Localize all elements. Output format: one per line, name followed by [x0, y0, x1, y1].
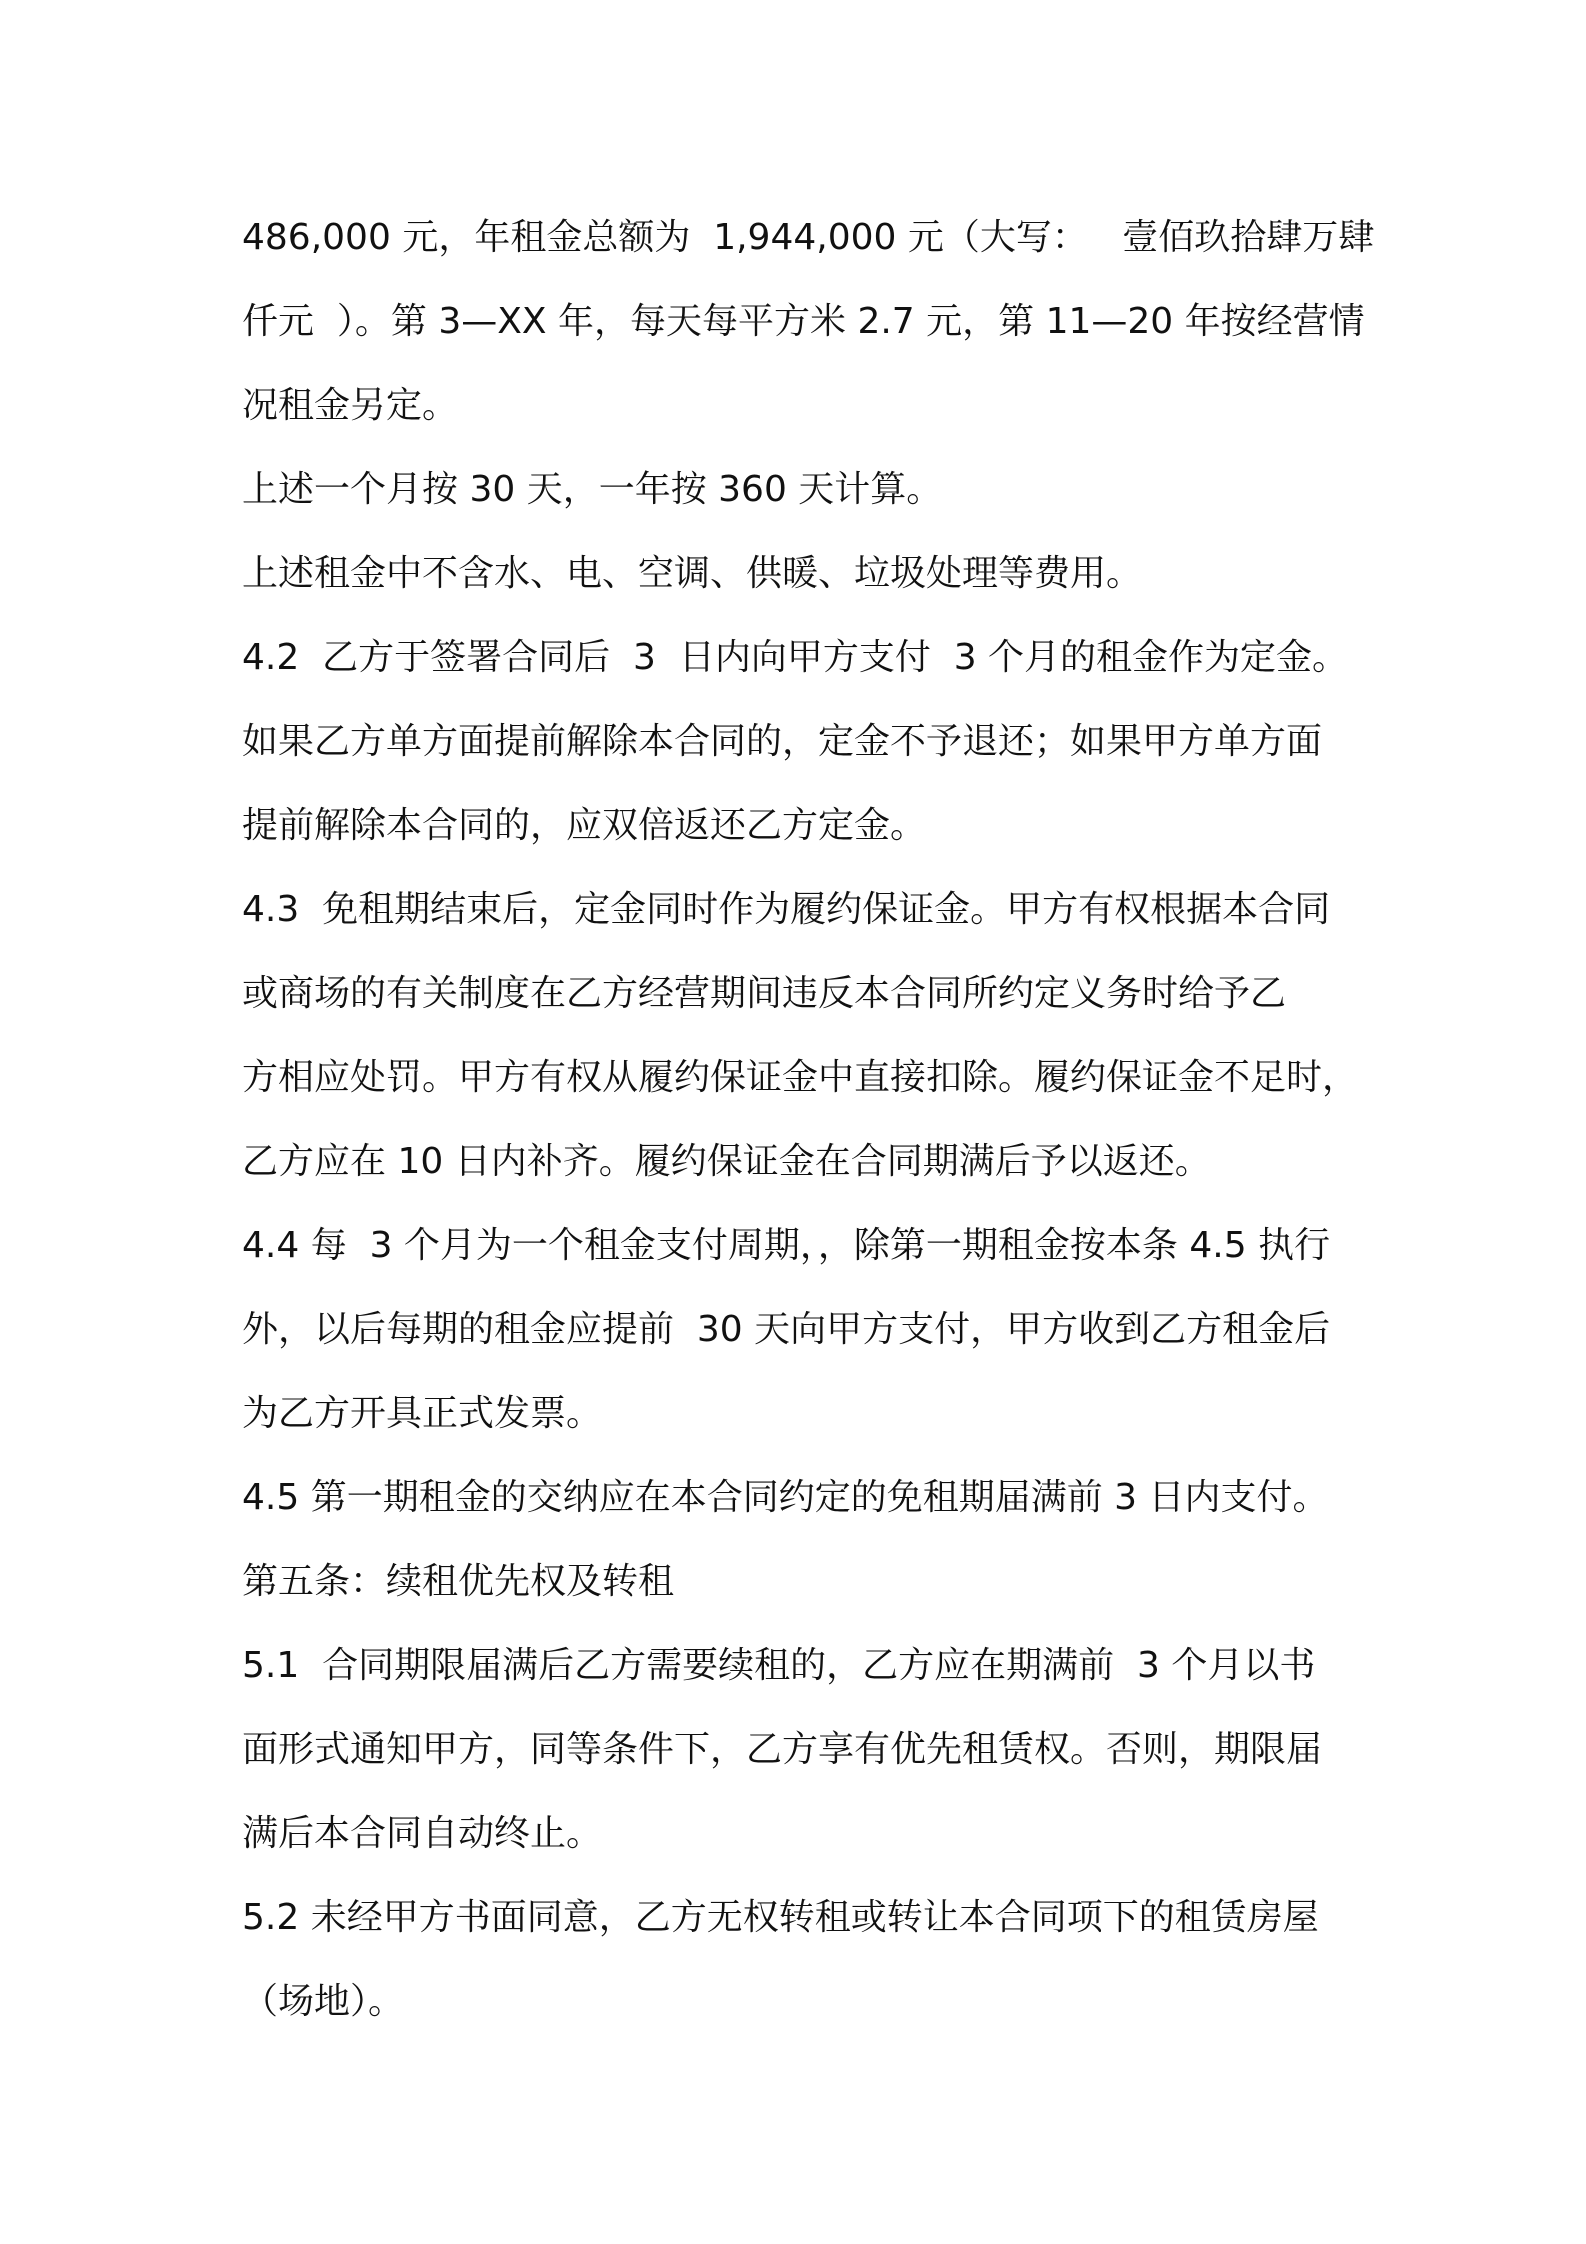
- text-line: 为乙方开具正式发票。: [242, 1393, 603, 1434]
- clause-4-3: 4.3 免租期结束后，定金同时作为履约保证金。甲方有权根据本合同: [242, 889, 1331, 930]
- text-line: 乙方应在 10 日内补齐。履约保证金在合同期满后予以返还。: [242, 1141, 1211, 1182]
- text-line: 上述租金中不含水、电、空调、供暖、垃圾处理等费用。: [242, 553, 1143, 594]
- clause-5-2: 5.2 未经甲方书面同意，乙方无权转租或转让本合同项下的租赁房屋: [242, 1897, 1319, 1938]
- text-line: 外，以后每期的租金应提前 30 天向甲方支付，甲方收到乙方租金后: [242, 1309, 1331, 1350]
- text-line: 方相应处罚。甲方有权从履约保证金中直接扣除。履约保证金不足时，: [242, 1057, 1359, 1098]
- text-line: （场地）。: [242, 1981, 405, 2022]
- text-line: 仟元 ）。第 3—XX 年，每天每平方米 2.7 元，第 11—20 年按经营情: [242, 301, 1365, 342]
- clause-5-1: 5.1 合同期限届满后乙方需要续租的，乙方应在期满前 3 个月以书: [242, 1645, 1316, 1686]
- article-5-heading: 第五条：续租优先权及转租: [242, 1561, 675, 1602]
- clause-4-5: 4.5 第一期租金的交纳应在本合同约定的免租期届满前 3 日内支付。: [242, 1477, 1329, 1518]
- text-line: 面形式通知甲方，同等条件下，乙方享有优先租赁权。否则，期限届: [242, 1729, 1323, 1770]
- clause-4-4: 4.4 每 3 个月为一个租金支付周期，，除第一期租金按本条 4.5 执行: [242, 1225, 1331, 1266]
- contract-text-block: [242, 196, 1375, 2044]
- text-line: 486,000 元，年租金总额为 1,944,000 元（大写： 壹佰玖拾肆万肆: [242, 217, 1375, 258]
- text-line: 如果乙方单方面提前解除本合同的，定金不予退还；如果甲方单方面: [242, 721, 1323, 762]
- text-line: 提前解除本合同的，应双倍返还乙方定金。: [242, 805, 927, 846]
- text-line: 或商场的有关制度在乙方经营期间违反本合同所约定义务时给予乙: [242, 973, 1287, 1014]
- text-line: 满后本合同自动终止。: [242, 1813, 603, 1854]
- clause-4-2: 4.2 乙方于签署合同后 3 日内向甲方支付 3 个月的租金作为定金。: [242, 637, 1349, 678]
- text-line: 况租金另定。: [242, 385, 459, 426]
- text-line: 上述一个月按 30 天，一年按 360 天计算。: [242, 469, 943, 510]
